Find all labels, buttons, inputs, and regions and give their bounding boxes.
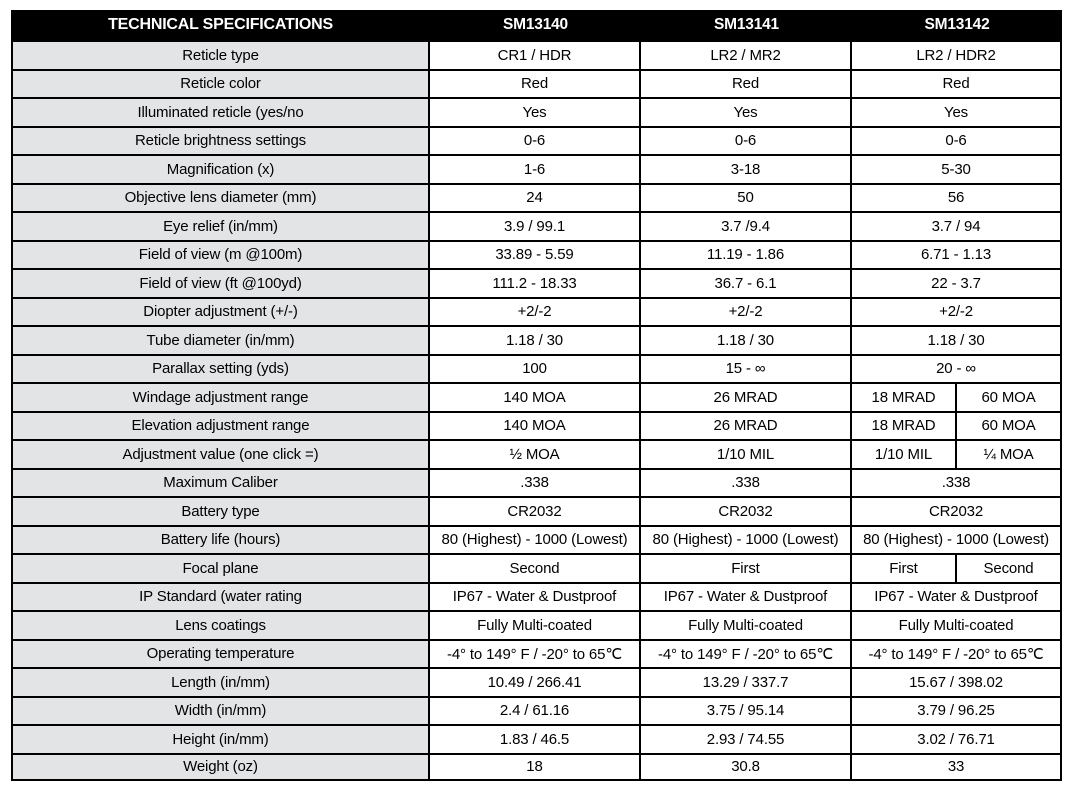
- value-cell-sm13140: CR1 / HDR: [430, 40, 641, 69]
- spec-label-cell: Reticle type: [11, 40, 430, 69]
- value-cell-sm13141: 13.29 / 337.7: [641, 667, 852, 696]
- table-row: [11, 496, 1062, 525]
- spec-label-cell: Elevation adjustment range: [11, 411, 430, 440]
- value-cell-sm13142-right: Second: [957, 553, 1062, 582]
- value-cell-sm13142: 20 - ∞: [852, 354, 1062, 383]
- value-cell-sm13140: Red: [430, 69, 641, 98]
- table-row: [11, 297, 1062, 326]
- table-row: [11, 382, 1062, 411]
- header-model-sm13141: SM13141: [641, 10, 852, 40]
- value-cell-sm13142: -4° to 149° F / -20° to 65℃: [852, 639, 1062, 668]
- value-cell-sm13140: 1-6: [430, 154, 641, 183]
- table-row: [11, 468, 1062, 497]
- value-cell-sm13140: 33.89 - 5.59: [430, 240, 641, 269]
- value-cell-sm13142: 56: [852, 183, 1062, 212]
- value-cell-sm13141: 1/10 MIL: [641, 439, 852, 468]
- value-cell-sm13142: 6.71 - 1.13: [852, 240, 1062, 269]
- spec-label-cell: Adjustment value (one click =): [11, 439, 430, 468]
- value-cell-sm13142: 33: [852, 753, 1062, 782]
- value-cell-sm13141: -4° to 149° F / -20° to 65℃: [641, 639, 852, 668]
- value-cell-sm13141: 0-6: [641, 126, 852, 155]
- table-row: [11, 610, 1062, 639]
- value-cell-sm13141: 11.19 - 1.86: [641, 240, 852, 269]
- value-cell-sm13140: 2.4 / 61.16: [430, 696, 641, 725]
- table-row: [11, 753, 1062, 782]
- value-cell-sm13142: 22 - 3.7: [852, 268, 1062, 297]
- spec-label-cell: Battery type: [11, 496, 430, 525]
- value-cell-sm13141: 3.75 / 95.14: [641, 696, 852, 725]
- value-cell-sm13142: LR2 / HDR2: [852, 40, 1062, 69]
- value-cell-sm13142: +2/-2: [852, 297, 1062, 326]
- value-cell-sm13140: Fully Multi-coated: [430, 610, 641, 639]
- value-cell-sm13142: 3.7 / 94: [852, 211, 1062, 240]
- value-cell-sm13142: Yes: [852, 97, 1062, 126]
- value-cell-sm13142: 1.18 / 30: [852, 325, 1062, 354]
- value-cell-sm13142-right: 60 MOA: [957, 382, 1062, 411]
- value-cell-sm13140: Yes: [430, 97, 641, 126]
- value-cell-sm13141: Red: [641, 69, 852, 98]
- spec-label-cell: Lens coatings: [11, 610, 430, 639]
- value-cell-sm13141: 26 MRAD: [641, 411, 852, 440]
- spec-label-cell: Length (in/mm): [11, 667, 430, 696]
- table-row: [11, 525, 1062, 554]
- value-cell-sm13141: 36.7 - 6.1: [641, 268, 852, 297]
- table-row: [11, 211, 1062, 240]
- value-cell-sm13140: 80 (Highest) - 1000 (Lowest): [430, 525, 641, 554]
- value-cell-sm13142-left: 18 MRAD: [852, 382, 957, 411]
- value-cell-sm13141: 3.7 /9.4: [641, 211, 852, 240]
- value-cell-sm13140: IP67 - Water & Dustproof: [430, 582, 641, 611]
- table-header: [11, 10, 1062, 40]
- table-row: [11, 354, 1062, 383]
- value-cell-sm13140: -4° to 149° F / -20° to 65℃: [430, 639, 641, 668]
- table-row: [11, 553, 1062, 582]
- spec-label-cell: Reticle color: [11, 69, 430, 98]
- spec-label-cell: Diopter adjustment (+/-): [11, 297, 430, 326]
- value-cell-sm13140: CR2032: [430, 496, 641, 525]
- value-cell-sm13141: 15 - ∞: [641, 354, 852, 383]
- value-cell-sm13140: 100: [430, 354, 641, 383]
- table-row: [11, 69, 1062, 98]
- value-cell-sm13142: 80 (Highest) - 1000 (Lowest): [852, 525, 1062, 554]
- technical-specifications-table: [11, 10, 1062, 781]
- header-model-sm13140: SM13140: [430, 10, 641, 40]
- table-row: [11, 97, 1062, 126]
- value-cell-sm13141: IP67 - Water & Dustproof: [641, 582, 852, 611]
- value-cell-sm13140: 1.18 / 30: [430, 325, 641, 354]
- header-model-sm13142: SM13142: [852, 10, 1062, 40]
- value-cell-sm13140: +2/-2: [430, 297, 641, 326]
- table-row: [11, 582, 1062, 611]
- value-cell-sm13142: Fully Multi-coated: [852, 610, 1062, 639]
- specifications-table-container: [11, 10, 1062, 781]
- spec-label-cell: Magnification (x): [11, 154, 430, 183]
- spec-label-cell: Field of view (ft @100yd): [11, 268, 430, 297]
- table-row: [11, 724, 1062, 753]
- value-cell-sm13141: 30.8: [641, 753, 852, 782]
- value-cell-sm13140: 0-6: [430, 126, 641, 155]
- value-cell-sm13142: IP67 - Water & Dustproof: [852, 582, 1062, 611]
- value-cell-sm13140: 10.49 / 266.41: [430, 667, 641, 696]
- spec-label-cell: Width (in/mm): [11, 696, 430, 725]
- value-cell-sm13142: 3.79 / 96.25: [852, 696, 1062, 725]
- table-row: [11, 696, 1062, 725]
- value-cell-sm13142: 15.67 / 398.02: [852, 667, 1062, 696]
- value-cell-sm13141: 80 (Highest) - 1000 (Lowest): [641, 525, 852, 554]
- spec-label-cell: Height (in/mm): [11, 724, 430, 753]
- value-cell-sm13142-left: 1/10 MIL: [852, 439, 957, 468]
- value-cell-sm13141: 1.18 / 30: [641, 325, 852, 354]
- value-cell-sm13140: Second: [430, 553, 641, 582]
- spec-label-cell: Maximum Caliber: [11, 468, 430, 497]
- spec-label-cell: Windage adjustment range: [11, 382, 430, 411]
- table-row: [11, 439, 1062, 468]
- table-row: [11, 40, 1062, 69]
- value-cell-sm13141: .338: [641, 468, 852, 497]
- spec-label-cell: Tube diameter (in/mm): [11, 325, 430, 354]
- value-cell-sm13142: 3.02 / 76.71: [852, 724, 1062, 753]
- value-cell-sm13140: 140 MOA: [430, 411, 641, 440]
- value-cell-sm13140: ½ MOA: [430, 439, 641, 468]
- value-cell-sm13140: 3.9 / 99.1: [430, 211, 641, 240]
- value-cell-sm13142: Red: [852, 69, 1062, 98]
- value-cell-sm13140: 1.83 / 46.5: [430, 724, 641, 753]
- value-cell-sm13140: 140 MOA: [430, 382, 641, 411]
- value-cell-sm13142: 5-30: [852, 154, 1062, 183]
- value-cell-sm13141: CR2032: [641, 496, 852, 525]
- value-cell-sm13142: CR2032: [852, 496, 1062, 525]
- value-cell-sm13140: 111.2 - 18.33: [430, 268, 641, 297]
- value-cell-sm13141: Fully Multi-coated: [641, 610, 852, 639]
- spec-label-cell: IP Standard (water rating: [11, 582, 430, 611]
- value-cell-sm13142: 0-6: [852, 126, 1062, 155]
- value-cell-sm13141: LR2 / MR2: [641, 40, 852, 69]
- value-cell-sm13142-right: ¼ MOA: [957, 439, 1062, 468]
- spec-label-cell: Reticle brightness settings: [11, 126, 430, 155]
- value-cell-sm13142: .338: [852, 468, 1062, 497]
- value-cell-sm13142-left: First: [852, 553, 957, 582]
- spec-label-cell: Field of view (m @100m): [11, 240, 430, 269]
- value-cell-sm13141: First: [641, 553, 852, 582]
- table-row: [11, 325, 1062, 354]
- table-row: [11, 240, 1062, 269]
- value-cell-sm13141: 3-18: [641, 154, 852, 183]
- spec-label-cell: Battery life (hours): [11, 525, 430, 554]
- header-technical-specifications: TECHNICAL SPECIFICATIONS: [11, 10, 430, 40]
- value-cell-sm13140: .338: [430, 468, 641, 497]
- value-cell-sm13142-left: 18 MRAD: [852, 411, 957, 440]
- table-row: [11, 154, 1062, 183]
- value-cell-sm13141: 26 MRAD: [641, 382, 852, 411]
- value-cell-sm13142-right: 60 MOA: [957, 411, 1062, 440]
- spec-label-cell: Eye relief (in/mm): [11, 211, 430, 240]
- spec-label-cell: Parallax setting (yds): [11, 354, 430, 383]
- table-row: [11, 411, 1062, 440]
- table-row: [11, 667, 1062, 696]
- value-cell-sm13141: Yes: [641, 97, 852, 126]
- value-cell-sm13141: 50: [641, 183, 852, 212]
- value-cell-sm13141: 2.93 / 74.55: [641, 724, 852, 753]
- spec-label-cell: Objective lens diameter (mm): [11, 183, 430, 212]
- value-cell-sm13141: +2/-2: [641, 297, 852, 326]
- value-cell-sm13140: 18: [430, 753, 641, 782]
- table-row: [11, 268, 1062, 297]
- table-body: [11, 40, 1062, 781]
- table-row: [11, 639, 1062, 668]
- spec-label-cell: Weight (oz): [11, 753, 430, 782]
- table-header-row: [11, 10, 1062, 40]
- table-row: [11, 126, 1062, 155]
- spec-label-cell: Focal plane: [11, 553, 430, 582]
- spec-label-cell: Operating temperature: [11, 639, 430, 668]
- table-row: [11, 183, 1062, 212]
- spec-label-cell: Illuminated reticle (yes/no: [11, 97, 430, 126]
- value-cell-sm13140: 24: [430, 183, 641, 212]
